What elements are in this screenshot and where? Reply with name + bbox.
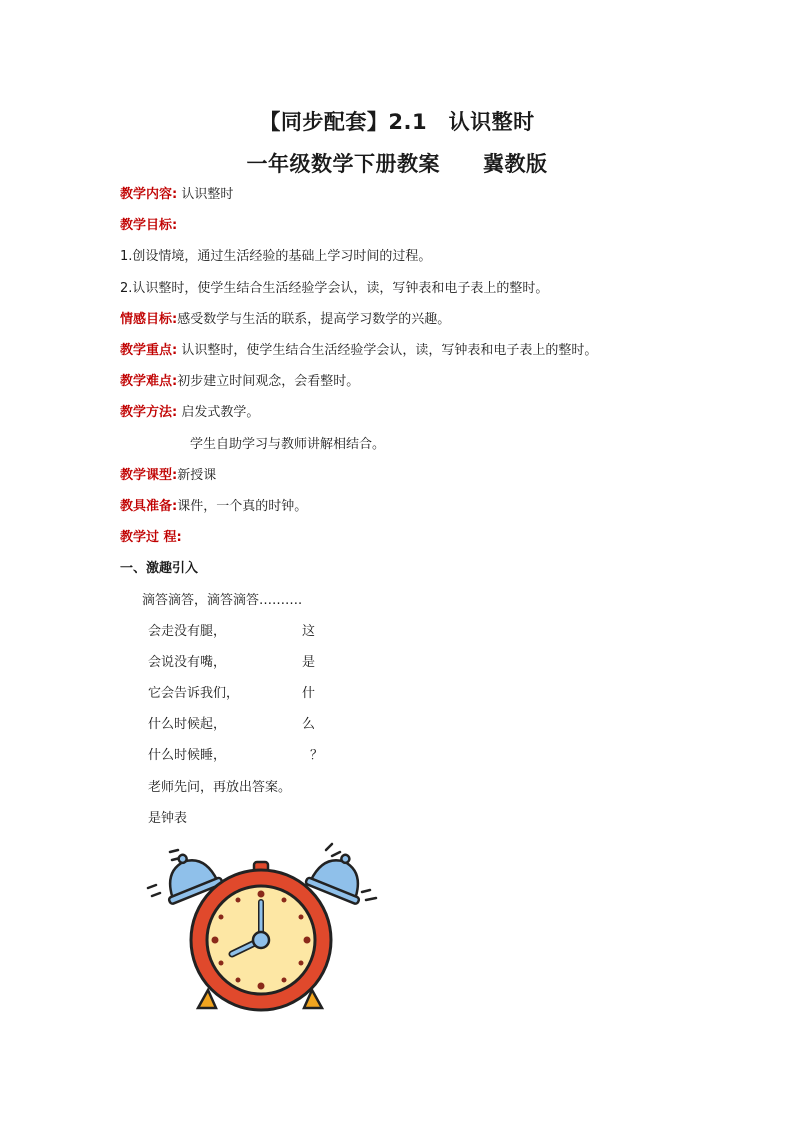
goal-item-2: 2.认识整时，使学生结合生活经验学会认，读，写钟表和电子表上的整时。 <box>120 281 549 296</box>
tools-row <box>120 498 307 516</box>
difficulty-label: 教学难点 <box>120 374 173 389</box>
alarm-clock-icon <box>140 840 390 1015</box>
label-separator: : <box>172 374 178 389</box>
label-separator: : <box>172 405 178 420</box>
lesson-type-label: 教学课型 <box>120 468 173 483</box>
intro-sound-text: 滴答滴答，滴答滴答………. <box>142 593 303 608</box>
section-heading: 一、激趣引入 <box>120 561 199 576</box>
emotion-goal-row <box>120 311 450 329</box>
riddle-line-3: 它会告诉我们， <box>148 686 240 701</box>
riddle-answer-char-4: 么 <box>302 717 316 732</box>
key-point-row <box>120 342 597 360</box>
riddle-answer-char-1: 这 <box>302 624 316 639</box>
process-row <box>120 529 182 547</box>
riddle-answer-char-3: 什 <box>302 686 316 701</box>
lesson-type-row <box>120 467 216 485</box>
process-label: 教学过 程 <box>120 530 177 545</box>
riddle-line-1: 会走没有腿， <box>148 624 227 639</box>
goal-item-1: 1.创设情境，通过生活经验的基础上学习时间的过程。 <box>120 249 432 264</box>
label-separator: : <box>172 187 178 202</box>
teaching-content-text: 认识整时 <box>181 187 234 202</box>
difficulty-row <box>120 373 359 391</box>
teacher-note: 老师先问，再放出答案。 <box>148 780 292 795</box>
label-separator: : <box>172 218 178 233</box>
method-text: 启发式教学。 <box>181 405 260 420</box>
key-point-text: 认识整时，使学生结合生活经验学会认，读，写钟表和电子表上的整时。 <box>181 343 598 358</box>
teaching-goals-row <box>120 217 177 235</box>
tools-label: 教具准备 <box>120 499 173 514</box>
key-point-label: 教学重点 <box>120 343 173 358</box>
method-row <box>120 404 259 422</box>
document-title: 【同步配套】2.1 认识整时 <box>259 110 535 134</box>
label-separator: : <box>172 499 178 514</box>
label-separator: : <box>172 312 178 327</box>
lesson-type-text: 新授课 <box>177 468 217 483</box>
riddle-answer-char-5: ？ <box>310 748 324 763</box>
document-subtitle: 一年级数学下册教案 冀教版 <box>246 152 548 176</box>
difficulty-text: 初步建立时间观念，会看整时。 <box>177 374 360 389</box>
emotion-goal-label: 情感目标 <box>120 312 173 327</box>
teaching-content-label: 教学内容 <box>120 187 173 202</box>
method-label: 教学方法 <box>120 405 173 420</box>
label-separator: : <box>176 530 182 545</box>
emotion-goal-text: 感受数学与生活的联系，提高学习数学的兴趣。 <box>177 312 451 327</box>
riddle-line-5: 什么时候睡， <box>148 748 227 763</box>
method-text-2: 学生自助学习与教师讲解相结合。 <box>190 437 386 452</box>
label-separator: : <box>172 468 178 483</box>
riddle-line-4: 什么时候起， <box>148 717 227 732</box>
riddle-line-2: 会说没有嘴， <box>148 655 227 670</box>
answer-text: 是钟表 <box>148 811 188 826</box>
tools-text: 课件，一个真的时钟。 <box>177 499 308 514</box>
label-separator: : <box>172 343 178 358</box>
riddle-answer-char-2: 是 <box>302 655 316 670</box>
teaching-content-row <box>120 186 233 204</box>
teaching-goals-label: 教学目标 <box>120 218 173 233</box>
